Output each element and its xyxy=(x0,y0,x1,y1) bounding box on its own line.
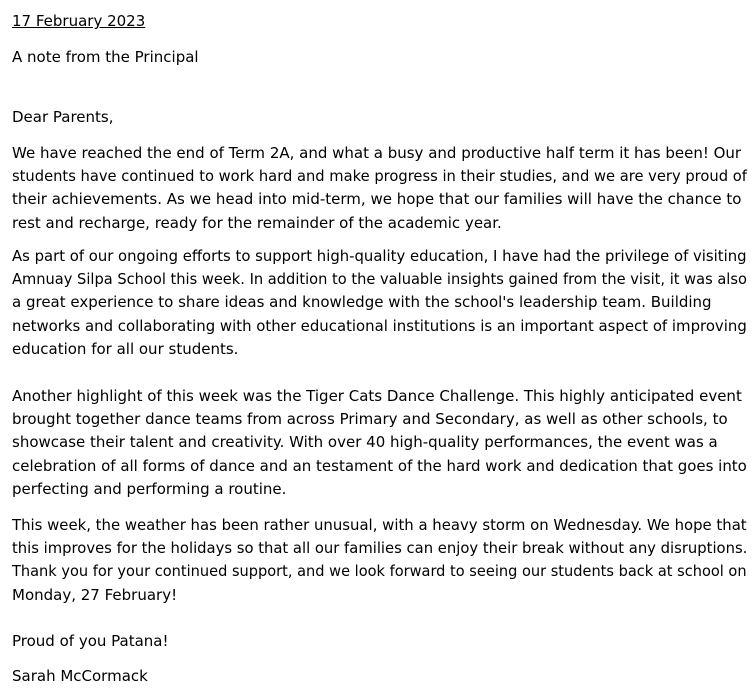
paragraph-line: brought together dance teams from across Primary and Secondary, as well as other schools, to xyxy=(12,410,728,429)
paragraph-line: Amnuay Silpa School this week. In addition to the valuable insights gained from the visit, it was also xyxy=(12,270,747,289)
letter-closing: Proud of you Patana! xyxy=(12,632,169,650)
paragraph-line: rest and recharge, ready for the remainder of the academic year. xyxy=(12,213,502,232)
paragraph-line: this improves for the holidays so that all our families can enjoy their break without any disruptions. xyxy=(12,539,748,558)
paragraph-school-visit xyxy=(12,245,747,361)
letter-greeting: Dear Parents, xyxy=(12,108,114,126)
paragraph-weather xyxy=(12,514,747,607)
paragraph-line: students have continued to work hard and make progress in their studies, and we are very proud of xyxy=(12,167,747,186)
paragraph-line: Another highlight of this week was the Tiger Cats Dance Challenge. This highly anticipated event xyxy=(12,387,742,405)
paragraph-dance-challenge xyxy=(12,385,747,501)
paragraph-line: education for all our students. xyxy=(12,339,239,358)
paragraph-line: We have reached the end of Term 2A, and what a busy and productive half term it has been! Our xyxy=(12,144,742,162)
letter-date: 17 February 2023 xyxy=(12,12,146,30)
paragraph-line: Monday, 27 February! xyxy=(12,585,178,604)
paragraph-line: As part of our ongoing efforts to support high-quality education, I have had the privilege of visiting xyxy=(12,247,747,265)
paragraph-line: networks and collaborating with other educational institutions is an important aspect of improving xyxy=(12,316,747,335)
paragraph-line: showcase their talent and creativity. With over 40 high-quality performances, the event was a xyxy=(12,433,718,452)
paragraph-line: perfecting and performing a routine. xyxy=(12,479,287,498)
letter-subtitle: A note from the Principal xyxy=(12,48,199,66)
paragraph-line: celebration of all forms of dance and an testament of the hard work and dedication that goes into xyxy=(12,456,747,475)
paragraph-line: Thank you for your continued support, and we look forward to seeing our students back at school on xyxy=(12,562,747,581)
letter-signature: Sarah McCormack xyxy=(12,667,148,685)
paragraph-line: This week, the weather has been rather unusual, with a heavy storm on Wednesday. We hope that xyxy=(12,516,747,534)
paragraph-end-of-term xyxy=(12,142,747,235)
paragraph-line: their achievements. As we head into mid-term, we hope that our families will have the chance to xyxy=(12,190,742,209)
paragraph-line: a great experience to share ideas and knowledge with the school's leadership team. Building xyxy=(12,293,712,312)
